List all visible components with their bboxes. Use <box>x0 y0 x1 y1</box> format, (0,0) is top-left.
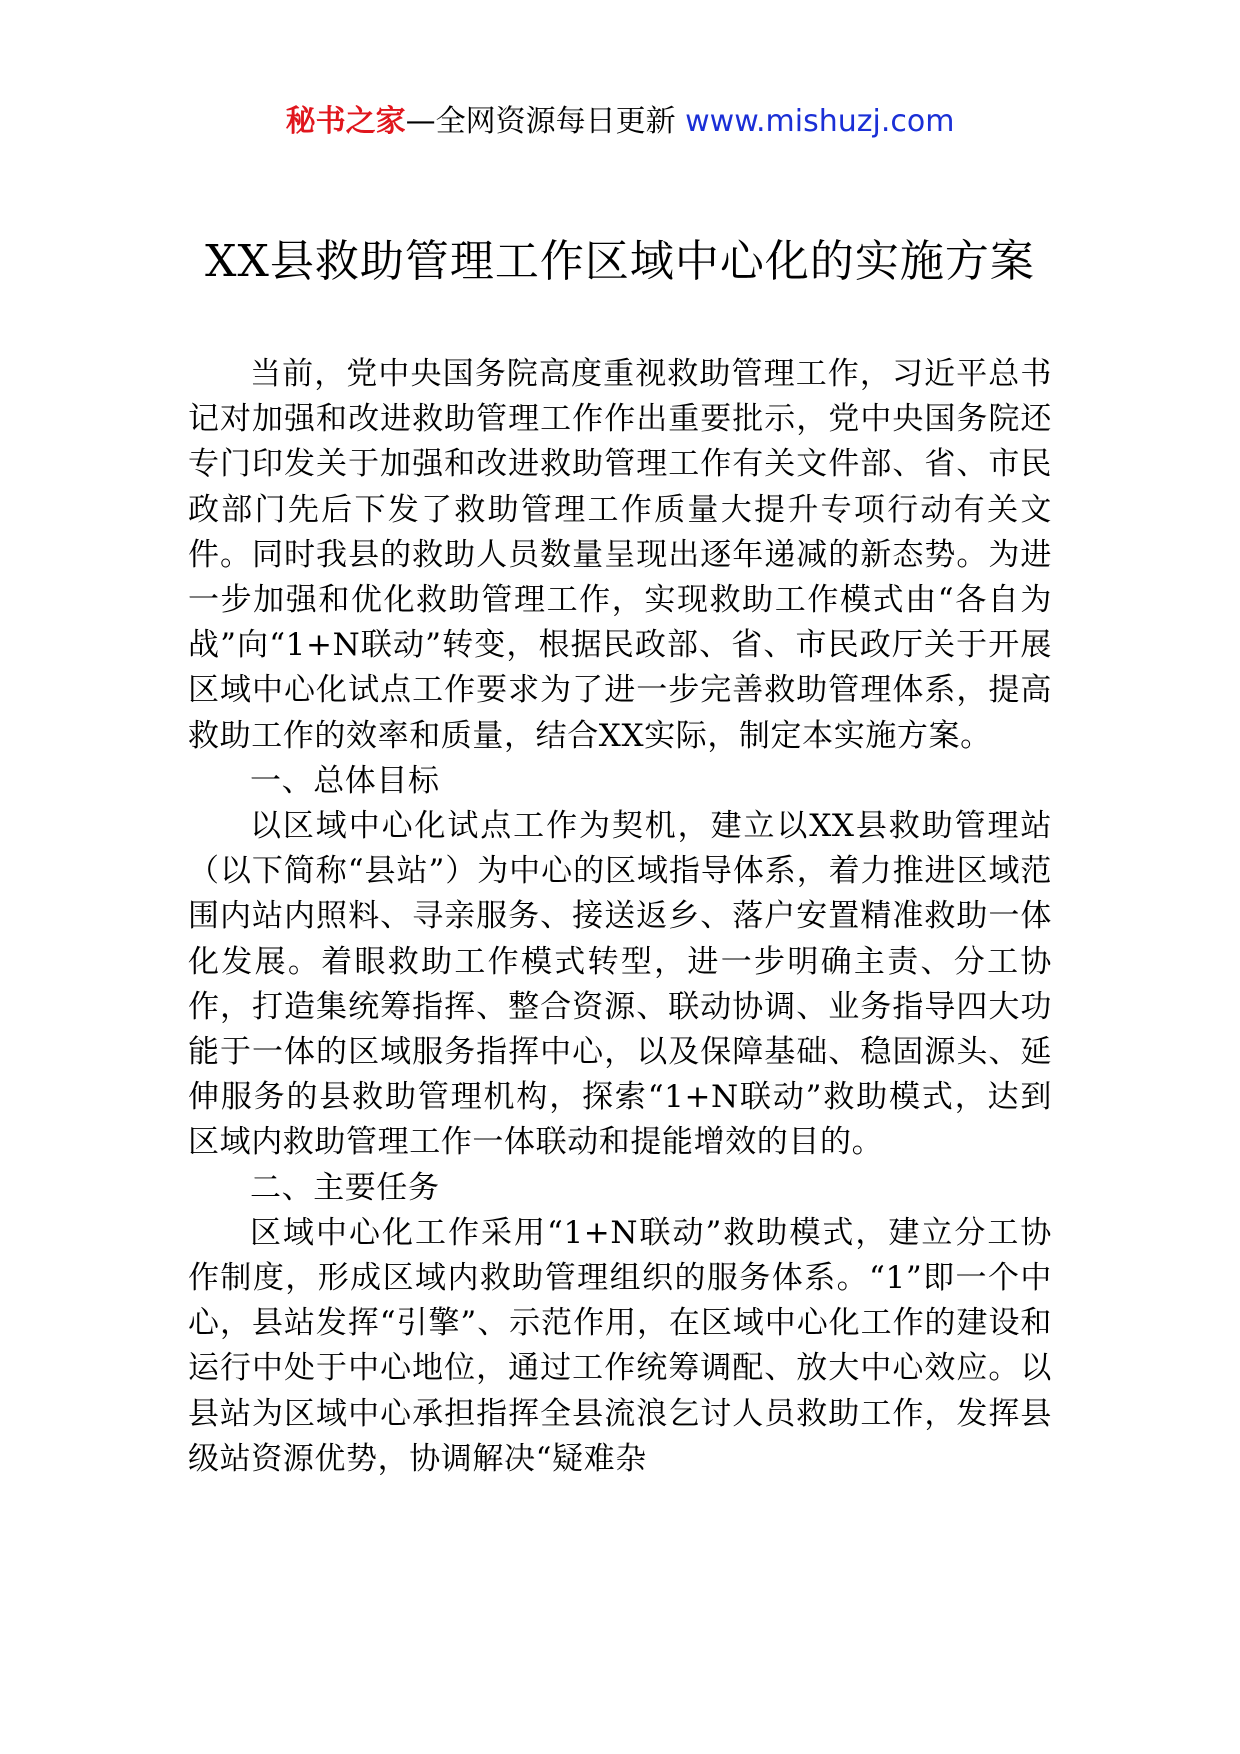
site-banner <box>0 100 1240 144</box>
section-paragraph-overall-goal: 以区域中心化试点工作为契机，建立以XX县救助管理站（以下简称“县站”）为中心的区域指导体系，着力推进区域范围内站内照料、寻亲服务、接送返乡、落户安置精准救助一体化发展。着眼救助工作模式转型，进一步明确主责、分工协作，打造集统筹指挥、整合资源、联动协调、业务指导四大功能于一体的区域服务指挥中心，以及保障基础、稳固源头、延伸服务的县救助管理机构，探索“1+N联动”救助模式，达到区域内救助管理工作一体联动和提能增效的目的。 <box>188 808 1052 1161</box>
section-heading-main-tasks: 二、主要任务 <box>250 1169 440 1206</box>
intro-paragraph: 当前，党中央国务院高度重视救助管理工作，习近平总书记对加强和改进救助管理工作作出重要批示，党中央国务院还专门印发关于加强和改进救助管理工作有关文件部、省、市民政部门先后下发了救助管理工作质量大提升专项行动有关文件。同时我县的救助人员数量呈现出逐年递减的新态势。为进一步加强和优化救助管理工作，实现救助工作模式由“各自为战”向“1+N联动”转变，根据民政部、省、市民政厅关于开展区域中心化试点工作要求为了进一步完善救助管理体系，提高救助工作的效率和质量，结合XX实际，制定本实施方案。 <box>188 356 1052 754</box>
document-body <box>188 352 1052 1482</box>
section-paragraph-main-tasks: 区域中心化工作采用“1+N联动”救助模式，建立分工协作制度，形成区域内救助管理组织的服务体系。“1”即一个中心，县站发挥“引擎”、示范作用，在区域中心化工作的建设和运行中处于中心地位，通过工作统筹调配、放大中心效应。以县站为区域中心承担指挥全县流浪乞讨人员救助工作，发挥县级站资源优势，协调解决“疑难杂 <box>188 1214 1052 1477</box>
banner-brand: 秘书之家 <box>285 104 406 139</box>
section-heading-overall-goal: 一、总体目标 <box>250 762 440 799</box>
banner-url-link[interactable]: www.mishuzj.com <box>685 104 955 139</box>
banner-slogan: —全网资源每日更新 <box>405 104 676 139</box>
document-title: XX县救助管理工作区域中心化的实施方案 <box>205 236 1035 287</box>
